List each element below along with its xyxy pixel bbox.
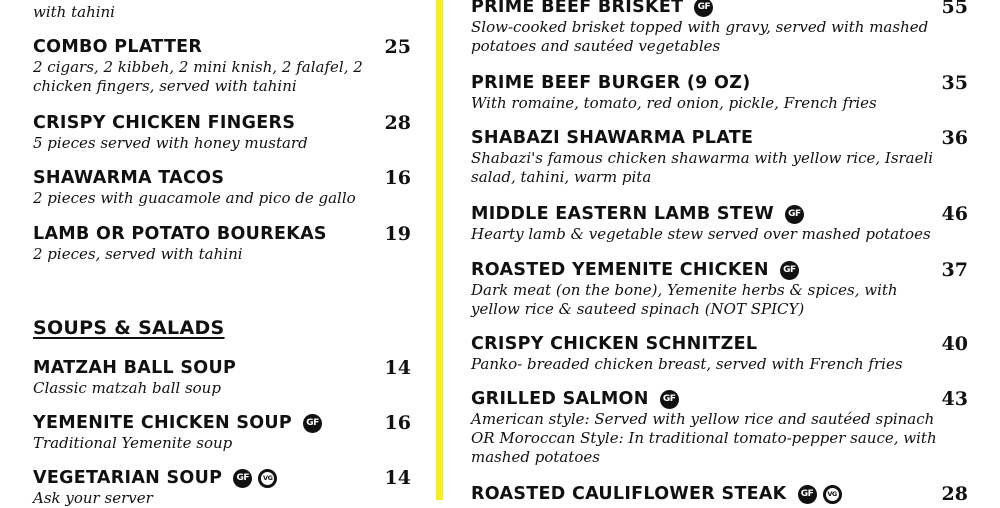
menu-item-crispy-chicken-fingers <box>33 112 411 153</box>
menu-item-grilled-salmon <box>471 388 968 467</box>
item-description: Panko- breaded chicken breast, served with French fries <box>471 355 903 373</box>
item-name-row <box>471 0 968 18</box>
item-price: 35 <box>941 72 968 94</box>
menu-item-yemenite-chicken-soup <box>33 412 411 453</box>
item-name-row <box>33 412 411 434</box>
gluten-free-icon: GF <box>303 414 322 433</box>
item-description: yellow rice & sauteed spinach (NOT SPICY) <box>471 300 805 318</box>
menu-item-shawarma-tacos <box>33 167 411 208</box>
item-name: SHABAZI SHAWARMA PLATE <box>471 128 754 148</box>
item-name: ROASTED YEMENITE CHICKEN <box>471 260 769 280</box>
item-name: COMBO PLATTER <box>33 37 203 57</box>
item-name: LAMB OR POTATO BOUREKAS <box>33 224 327 244</box>
gluten-free-icon: GF <box>798 485 817 504</box>
menu-item-prime-beef-brisket <box>471 0 968 56</box>
item-price: 14 <box>384 357 411 379</box>
menu-item-prime-beef-burger <box>471 72 968 113</box>
menu-item-vegetarian-soup <box>33 467 411 508</box>
cut-off-description: with tahini <box>33 3 115 21</box>
section-title-soups-salads: SOUPS & SALADS <box>33 317 225 339</box>
yellow-divider <box>436 0 443 500</box>
right-column <box>471 0 968 505</box>
item-price: 43 <box>941 388 968 410</box>
gluten-free-icon: GF <box>780 261 799 280</box>
item-name: PRIME BEEF BURGER (9 OZ) <box>471 73 751 93</box>
item-price: 25 <box>384 36 411 58</box>
menu-item-lamb-or-potato-bourekas <box>33 223 411 264</box>
item-name: MIDDLE EASTERN LAMB STEW <box>471 204 774 224</box>
item-description: Ask your server <box>33 489 153 507</box>
menu-item-roasted-yemenite-chicken <box>471 259 968 319</box>
item-name: PRIME BEEF BRISKET <box>471 0 684 17</box>
left-column <box>33 0 411 507</box>
item-description: mashed potatoes <box>471 448 601 466</box>
gluten-free-icon: GF <box>694 0 713 17</box>
menu-item-shabazi-shawarma-plate <box>471 127 968 187</box>
item-price: 40 <box>941 333 968 355</box>
item-name: GRILLED SALMON <box>471 389 649 409</box>
item-name-row <box>471 203 968 225</box>
item-description: Classic matzah ball soup <box>33 379 221 397</box>
item-description: Slow-cooked brisket topped with gravy, served with mashed <box>471 18 929 36</box>
item-description: OR Moroccan Style: In traditional tomato-pepper sauce, with <box>471 429 937 447</box>
item-name: CRISPY CHICKEN FINGERS <box>33 113 296 133</box>
item-price: 19 <box>384 223 411 245</box>
item-name-row <box>471 483 968 505</box>
vegan-icon: VG <box>823 485 842 504</box>
menu-item-middle-eastern-lamb-stew <box>471 203 968 244</box>
menu-item-crispy-chicken-schnitzel <box>471 333 968 374</box>
item-price: 14 <box>384 467 411 489</box>
item-name: YEMENITE CHICKEN SOUP <box>33 413 293 433</box>
item-description: chicken fingers, served with tahini <box>33 77 297 95</box>
item-name-row <box>471 388 968 410</box>
vegan-icon: VG <box>258 469 277 488</box>
item-price: 16 <box>384 167 411 189</box>
item-description: 5 pieces served with honey mustard <box>33 134 308 152</box>
menu-item-combo-platter <box>33 36 411 96</box>
item-description: salad, tahini, warm pita <box>471 168 652 186</box>
gluten-free-icon: GF <box>785 205 804 224</box>
item-name-row <box>33 467 411 489</box>
item-name: SHAWARMA TACOS <box>33 168 225 188</box>
item-price: 28 <box>384 112 411 134</box>
menu-item-matzah-ball-soup <box>33 357 411 398</box>
gluten-free-icon: GF <box>660 390 679 409</box>
item-description: 2 pieces, served with tahini <box>33 245 243 263</box>
item-description: Traditional Yemenite soup <box>33 434 233 452</box>
item-description: Hearty lamb & vegetable stew served over mashed potatoes <box>471 225 931 243</box>
item-price: 28 <box>941 483 968 505</box>
item-name: CRISPY CHICKEN SCHNITZEL <box>471 334 758 354</box>
item-name-row <box>471 259 968 281</box>
item-price: 46 <box>941 203 968 225</box>
item-price: 55 <box>941 0 968 18</box>
item-description: Dark meat (on the bone), Yemenite herbs & spices, with <box>471 281 898 299</box>
item-price: 37 <box>941 259 968 281</box>
item-description: 2 cigars, 2 kibbeh, 2 mini knish, 2 falafel, 2 <box>33 58 363 76</box>
menu-item-roasted-cauliflower-steak <box>471 483 968 505</box>
item-name: ROASTED CAULIFLOWER STEAK <box>471 484 787 504</box>
item-description: Shabazi's famous chicken shawarma with yellow rice, Israeli <box>471 149 934 167</box>
item-price: 16 <box>384 412 411 434</box>
item-description: 2 pieces with guacamole and pico de gallo <box>33 189 356 207</box>
item-description: potatoes and sautéed vegetables <box>471 37 721 55</box>
item-description: With romaine, tomato, red onion, pickle, French fries <box>471 94 877 112</box>
item-name: MATZAH BALL SOUP <box>33 358 237 378</box>
item-name: VEGETARIAN SOUP <box>33 468 223 488</box>
gluten-free-icon: GF <box>233 469 252 488</box>
item-description: American style: Served with yellow rice and sautéed spinach <box>471 410 935 428</box>
item-price: 36 <box>941 127 968 149</box>
